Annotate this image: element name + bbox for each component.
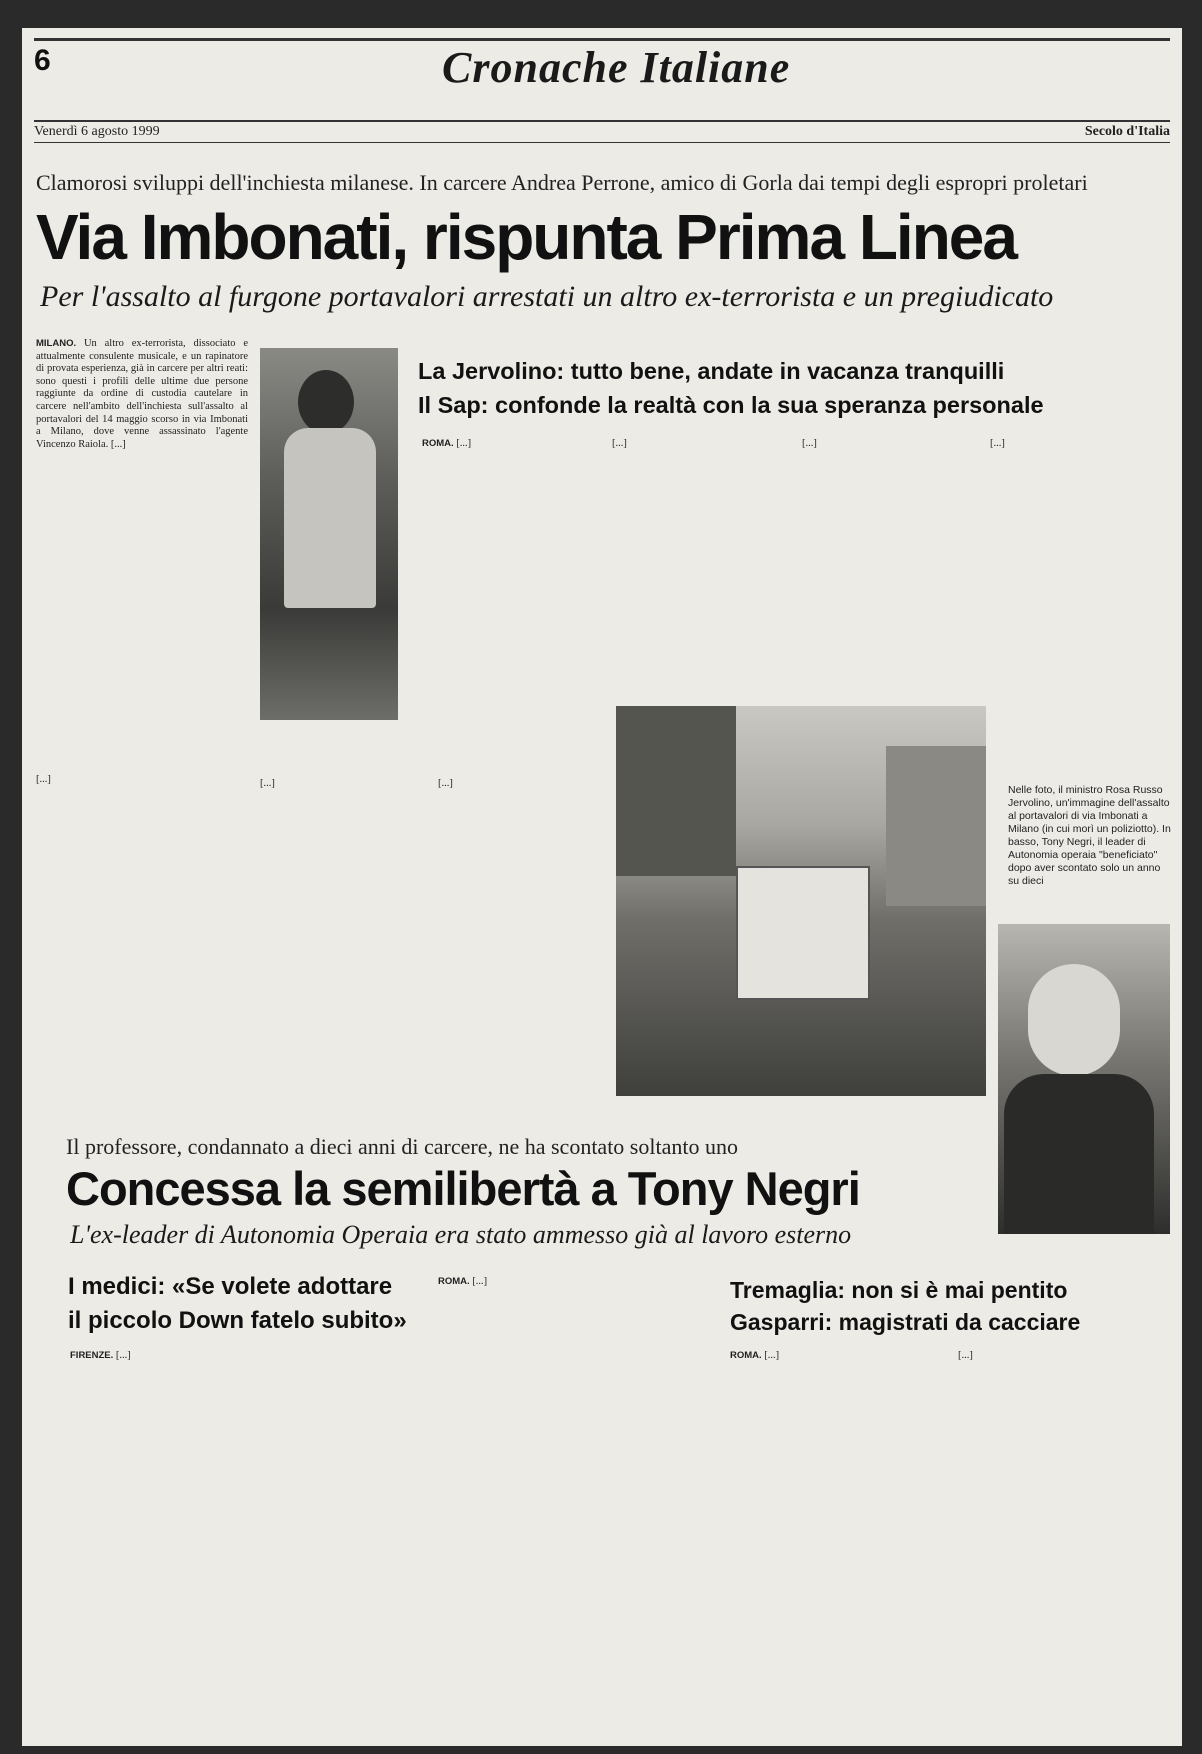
story1-headline: Via Imbonati, rispunta Prima Linea bbox=[36, 201, 1016, 273]
story4-column-1 bbox=[70, 1350, 428, 1740]
publication-name: Secolo d'Italia bbox=[1084, 124, 1170, 139]
story3-body-1: [...] bbox=[472, 1276, 488, 1287]
date-rule bbox=[34, 142, 1170, 143]
story1-body-1b: [...] bbox=[36, 774, 51, 785]
story1-column-2 bbox=[260, 778, 430, 1108]
story1-body-3: [...] bbox=[438, 778, 453, 789]
story2-body-2: [...] bbox=[612, 438, 627, 449]
story1-kicker: Clamorosi sviluppi dell'inchiesta milanese. In carcere Andrea Perrone, amico di Gorla dai tempi degli espropri proletari bbox=[36, 170, 1088, 195]
masthead-rule bbox=[34, 120, 1170, 122]
top-rule bbox=[34, 38, 1170, 41]
story5-headline-line2: Gasparri: magistrati da cacciare bbox=[730, 1309, 1081, 1335]
photo-figure-head bbox=[298, 370, 354, 434]
story2-body-3: [...] bbox=[802, 438, 817, 449]
story3-subhead: L'ex-leader di Autonomia Operaia era stato ammesso già al lavoro esterno bbox=[70, 1220, 852, 1249]
photo-figure-body bbox=[284, 428, 376, 608]
story3-headline: Concessa la semilibertà a Tony Negri bbox=[66, 1162, 860, 1215]
story2-dateline: ROMA. bbox=[422, 438, 454, 449]
story3-kicker: Il professore, condannato a dieci anni di carcere, ne ha scontato soltanto uno bbox=[66, 1134, 738, 1159]
story4-headline-line2: il piccolo Down fatelo subito» bbox=[68, 1307, 407, 1334]
photo-building-right bbox=[886, 746, 986, 906]
photo-caption: Nelle foto, il ministro Rosa Russo Jervolino, un'immagine dell'assalto al portavalori di via Imbonati a Milano (in cui morì un poliziotto). In basso, Tony Negri, il leader di Autonomia operaia "beneficiato" dopo aver scontato solo un anno su dieci bbox=[1008, 784, 1171, 887]
story1-body-1: Un altro ex-terrorista, dissociato e attualmente consulente musicale, e un rapinatore di provata esperienza, già in carcere per altri reati: sono questi i profili delle ultime due persone raggiunte da ordine di custodia cautelare in carcere nell'ambito dell'inchiesta sull'assalto al portavalori del 14 maggio scorso in via Imbonati a Milano, dove venne assassinato l'agente Vincenzo Raiola. [...] bbox=[36, 338, 248, 450]
story2-column-3 bbox=[802, 438, 982, 694]
issue-date: Venerdì 6 agosto 1999 bbox=[34, 124, 160, 139]
page-number: 6 bbox=[34, 44, 51, 77]
story4-headline-line1: I medici: «Se volete adottare bbox=[68, 1273, 393, 1300]
story1-body-2: [...] bbox=[260, 778, 275, 789]
story5-column-2 bbox=[958, 1350, 1170, 1740]
story2-body-4: [...] bbox=[990, 438, 1005, 449]
story1-column-3 bbox=[438, 778, 608, 1108]
story1-column-1b bbox=[36, 774, 248, 1192]
story2-body-1: [...] bbox=[456, 438, 472, 449]
story1-subhead: Per l'assalto al furgone portavalori arrestati un altro ex-terrorista e un pregiudicato bbox=[40, 280, 1054, 313]
story5-dateline: ROMA. bbox=[730, 1350, 762, 1361]
story4-headline bbox=[68, 1270, 428, 1338]
story5-body-1: [...] bbox=[764, 1350, 780, 1361]
story2-headline bbox=[418, 354, 1180, 422]
story3-column-1 bbox=[438, 1276, 708, 1740]
photo-tony-negri bbox=[998, 924, 1170, 1234]
story1-dateline: MILANO. bbox=[36, 338, 77, 349]
story2-column-1 bbox=[422, 438, 602, 770]
story1-column-1 bbox=[36, 338, 248, 772]
story2-column-4 bbox=[990, 438, 1170, 770]
photo-negri-body bbox=[1004, 1074, 1154, 1234]
story4-dateline: FIRENZE. bbox=[70, 1350, 114, 1361]
story4-body-1: [...] bbox=[115, 1350, 131, 1361]
story5-headline bbox=[730, 1274, 1170, 1338]
story2-column-2 bbox=[612, 438, 792, 694]
story2-headline-line2: Il Sap: confonde la realtà con la sua speranza personale bbox=[418, 392, 1044, 418]
story2-headline-line1: La Jervolino: tutto bene, andate in vacanza tranquilli bbox=[418, 358, 1005, 384]
story5-body-2: [...] bbox=[958, 1350, 973, 1361]
story3-dateline: ROMA. bbox=[438, 1276, 470, 1287]
story5-column-1 bbox=[730, 1350, 950, 1740]
photo-assalto-furgone bbox=[616, 706, 986, 1096]
photo-negri-face bbox=[1028, 964, 1120, 1076]
section-title: Cronache Italiane bbox=[442, 43, 791, 92]
photo-building bbox=[616, 706, 736, 876]
photo-armored-van bbox=[736, 866, 870, 1000]
story5-headline-line1: Tremaglia: non si è mai pentito bbox=[730, 1277, 1068, 1303]
newspaper-page bbox=[22, 28, 1182, 1746]
photo-ministro-jervolino bbox=[260, 348, 398, 720]
